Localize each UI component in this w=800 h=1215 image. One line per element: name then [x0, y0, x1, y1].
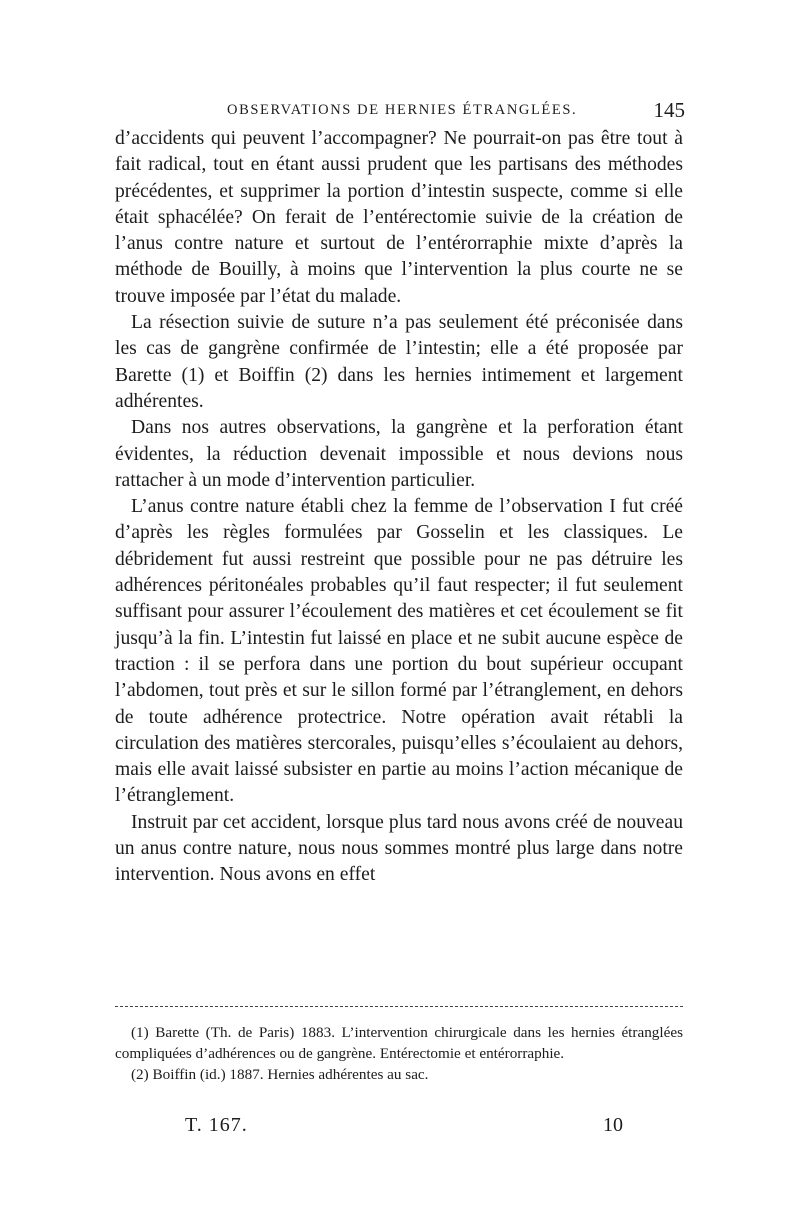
running-header [115, 98, 685, 124]
running-title: OBSERVATIONS DE HERNIES ÉTRANGLÉES. [227, 102, 578, 118]
footnote-separator [115, 1006, 683, 1007]
paragraph: Instruit par cet accident, lorsque plus tard nous avons créé de nouveau un anus contre nature, nous nous sommes montré plus large dans notre intervention. Nous avons en effet [115, 811, 683, 886]
paragraph-continued: d’accidents qui peuvent l’accompagner? Ne pourrait-on pas être tout à fait radical, tout en étant aussi prudent que les partisans des méthodes précédentes, et supprimer la portion d’intestin suspecte, comme si elle était sphacélée? On ferait de l’entérectomie suivie de la création de l’anus contre nature et surtout de l’entérorraphie mixte d’après la méthode de Bouilly, à moins que l’intervention la plus courte ne se trouve imposée par l’état du malade. [115, 128, 683, 307]
page-footer [115, 1114, 685, 1142]
signature-mark: 10 [603, 1114, 623, 1136]
volume-mark: T. 167. [185, 1114, 248, 1136]
paragraph: L’anus contre nature établi chez la femme de l’observation I fut créé d’après les règles formulées par Gosselin et les classiques. Le débridement fut aussi restreint que possible pour ne pas détruire les adhérences péritonéales probables qu’il faut respecter; il fut seulement suffisant pour assurer l’écoulement des matières et cet écoulement se fit jusqu’à la fin. L’intestin fut laissé en place et ne subit aucune espèce de traction : il se perfora dans une portion du bout supérieur occupant l’abdomen, tout près et sur le sillon formé par l’étranglement, en dehors de toute adhérence protectrice. Notre opération avait rétabli la circulation des matières stercorales, puisqu’elles s’écoulaient au dehors, mais elle avait laissé subsister en partie au moins l’action mécanique de l’étranglement. [115, 496, 683, 807]
footnote-1: (1) Barette (Th. de Paris) 1883. L’intervention chirurgicale dans les hernies étranglées compliquées d’adhérences ou de gangrène. Entérectomie et entérorraphie. [115, 1024, 683, 1062]
paragraph: Dans nos autres observations, la gangrène et la perforation étant évidentes, la réduction devenait impossible et nous devions nous rattacher à un mode d’intervention particulier. [115, 417, 683, 491]
paragraph: La résection suivie de suture n’a pas seulement été préconisée dans les cas de gangrène confirmée de l’intestin; elle a été proposée par Barette (1) et Boiffin (2) dans les hernies intimement et largement adhérentes. [115, 312, 683, 412]
footnotes [115, 1022, 683, 1085]
footnote-2: (2) Boiffin (id.) 1887. Hernies adhérentes au sac. [131, 1066, 429, 1083]
page-number: 145 [653, 98, 685, 122]
body-text [115, 126, 683, 889]
